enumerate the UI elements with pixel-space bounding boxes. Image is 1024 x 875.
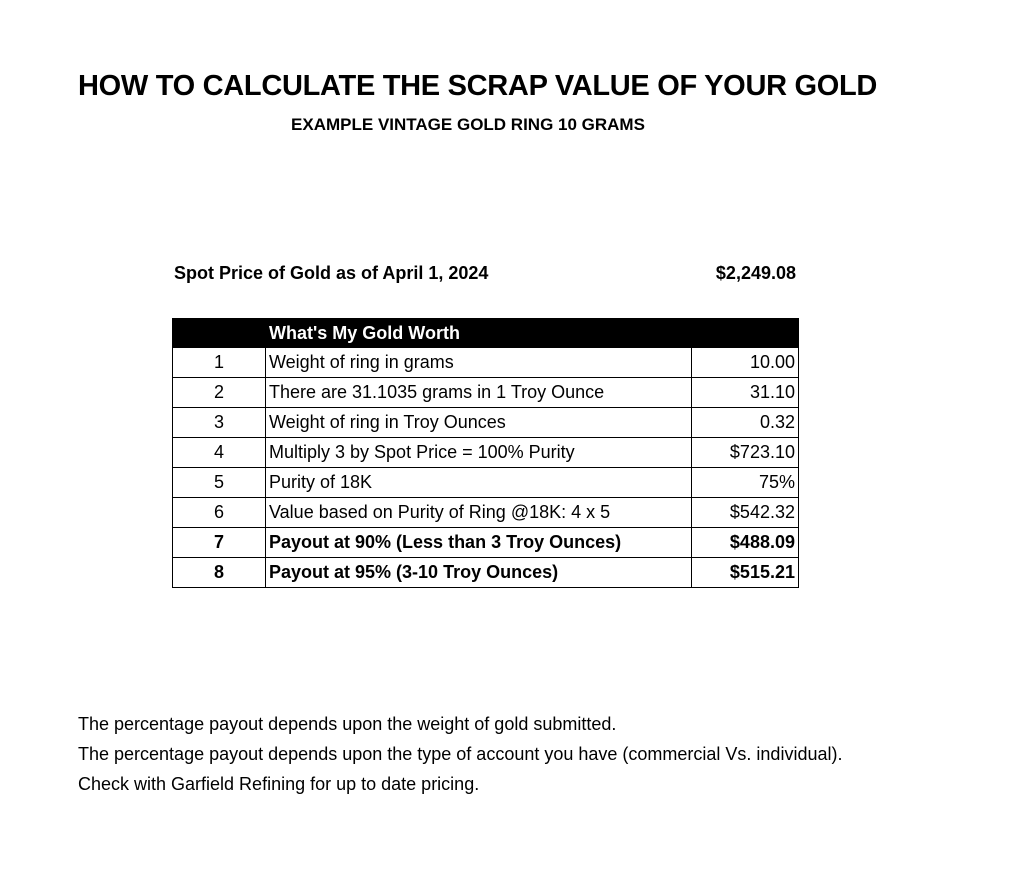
spot-price-label: Spot Price of Gold as of April 1, 2024 <box>174 263 489 283</box>
header-num-cell <box>173 319 266 348</box>
row-value: 75% <box>692 468 799 498</box>
table-row <box>173 408 799 438</box>
row-value: 10.00 <box>692 348 799 378</box>
row-description: Weight of ring in grams <box>266 348 692 378</box>
row-number: 2 <box>173 378 266 408</box>
row-number: 5 <box>173 468 266 498</box>
table-row <box>173 438 799 468</box>
row-number: 6 <box>173 498 266 528</box>
row-value: $542.32 <box>692 498 799 528</box>
gold-worth-table <box>172 318 799 588</box>
row-value: $488.09 <box>692 528 799 558</box>
row-description: Weight of ring in Troy Ounces <box>266 408 692 438</box>
note-pricing: Check with Garfield Refining for up to date pricing. <box>78 774 480 794</box>
row-value: 31.10 <box>692 378 799 408</box>
row-description: Payout at 95% (3-10 Troy Ounces) <box>266 558 692 588</box>
row-description: Value based on Purity of Ring @18K: 4 x 5 <box>266 498 692 528</box>
row-value: $515.21 <box>692 558 799 588</box>
row-number: 3 <box>173 408 266 438</box>
spot-price-value: $2,249.08 <box>715 263 796 283</box>
row-description: Multiply 3 by Spot Price = 100% Purity <box>266 438 692 468</box>
row-value: 0.32 <box>692 408 799 438</box>
table-header-row <box>173 319 799 348</box>
row-description: Payout at 90% (Less than 3 Troy Ounces) <box>266 528 692 558</box>
table-row <box>173 348 799 378</box>
note-account-type: The percentage payout depends upon the type of account you have (commercial Vs. individual). <box>78 744 843 764</box>
row-number: 7 <box>173 528 266 558</box>
row-number: 8 <box>173 558 266 588</box>
page-title: HOW TO CALCULATE THE SCRAP VALUE OF YOUR GOLD <box>78 70 878 102</box>
row-number: 4 <box>173 438 266 468</box>
note-weight: The percentage payout depends upon the weight of gold submitted. <box>78 714 617 734</box>
table-header-title: What's My Gold Worth <box>266 319 692 348</box>
table-row <box>173 468 799 498</box>
row-description: There are 31.1035 grams in 1 Troy Ounce <box>266 378 692 408</box>
table-row-payout <box>173 528 799 558</box>
row-value: $723.10 <box>692 438 799 468</box>
row-number: 1 <box>173 348 266 378</box>
table-row-payout <box>173 558 799 588</box>
page-subtitle: EXAMPLE VINTAGE GOLD RING 10 GRAMS <box>291 115 645 134</box>
header-value-cell <box>692 319 799 348</box>
notes-section <box>78 709 842 799</box>
row-description: Purity of 18K <box>266 468 692 498</box>
table-row <box>173 498 799 528</box>
table-row <box>173 378 799 408</box>
